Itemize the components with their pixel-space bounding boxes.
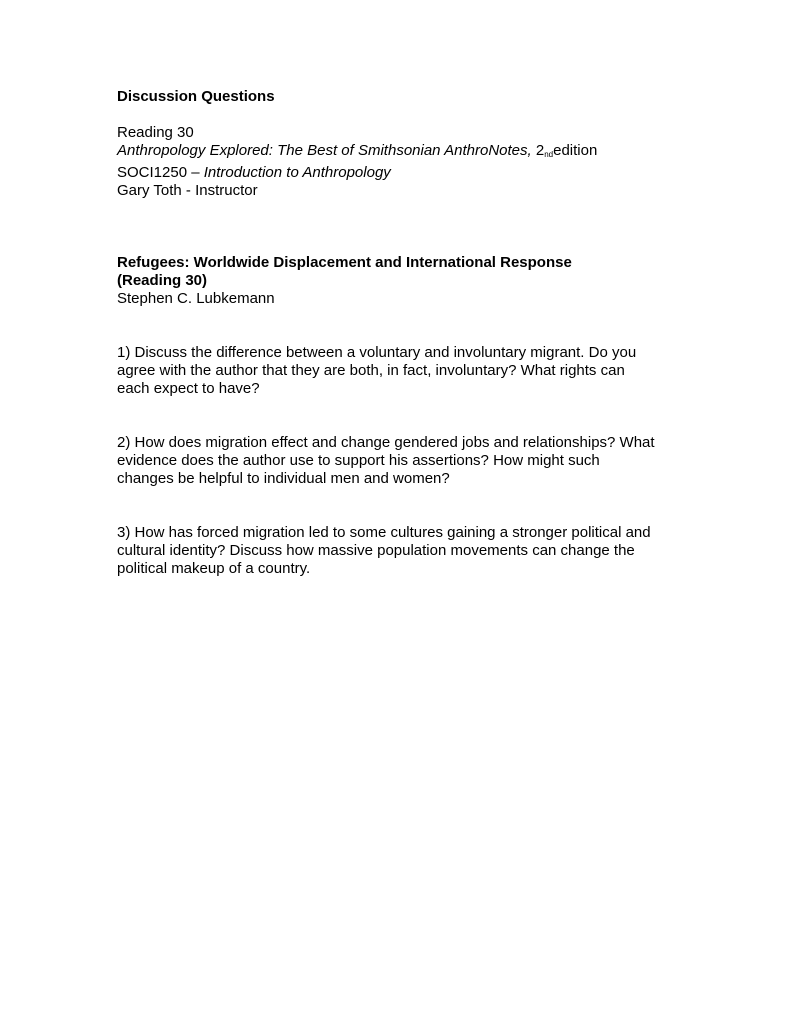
book-title: Anthropology Explored: The Best of Smithsonian AnthroNotes, bbox=[117, 142, 532, 159]
question-2 bbox=[117, 434, 707, 488]
question-line: changes be helpful to individual men and women? bbox=[117, 470, 450, 487]
article-title-line1: Refugees: Worldwide Displacement and International Response bbox=[117, 254, 572, 271]
article-author: Stephen C. Lubkemann bbox=[117, 290, 275, 307]
question-line: 3) How has forced migration led to some cultures gaining a stronger political and bbox=[117, 524, 651, 541]
edition-number: 2 bbox=[531, 142, 545, 159]
spacer bbox=[117, 398, 707, 416]
spacer bbox=[117, 106, 707, 124]
edition-word: edition bbox=[553, 142, 598, 159]
article-title-line2: (Reading 30) bbox=[117, 272, 208, 289]
question-3 bbox=[117, 524, 707, 578]
reading-label: Reading 30 bbox=[117, 124, 194, 141]
document-page bbox=[117, 88, 707, 578]
spacer bbox=[117, 506, 707, 524]
course-code: SOCI1250 – bbox=[117, 164, 204, 181]
book-citation bbox=[117, 142, 707, 164]
course-title: Introduction to Anthropology bbox=[203, 164, 391, 181]
edition-suffix: nd bbox=[544, 150, 554, 159]
spacer bbox=[117, 308, 707, 326]
spacer bbox=[117, 488, 707, 506]
instructor: Gary Toth - Instructor bbox=[117, 182, 258, 199]
question-line: cultural identity? Discuss how massive population movements can change the bbox=[117, 542, 635, 559]
question-1 bbox=[117, 344, 707, 398]
question-line: evidence does the author use to support his assertions? How might such bbox=[117, 452, 600, 469]
spacer bbox=[117, 200, 707, 254]
question-line: agree with the author that they are both, in fact, involuntary? What rights can bbox=[117, 362, 625, 379]
question-line: political makeup of a country. bbox=[117, 560, 311, 577]
spacer bbox=[117, 326, 707, 344]
document-heading: Discussion Questions bbox=[117, 88, 275, 105]
question-line: 2) How does migration effect and change gendered jobs and relationships? What bbox=[117, 434, 655, 451]
spacer bbox=[117, 416, 707, 434]
question-line: 1) Discuss the difference between a voluntary and involuntary migrant. Do you bbox=[117, 344, 637, 361]
course-line bbox=[117, 164, 707, 182]
question-line: each expect to have? bbox=[117, 380, 260, 397]
